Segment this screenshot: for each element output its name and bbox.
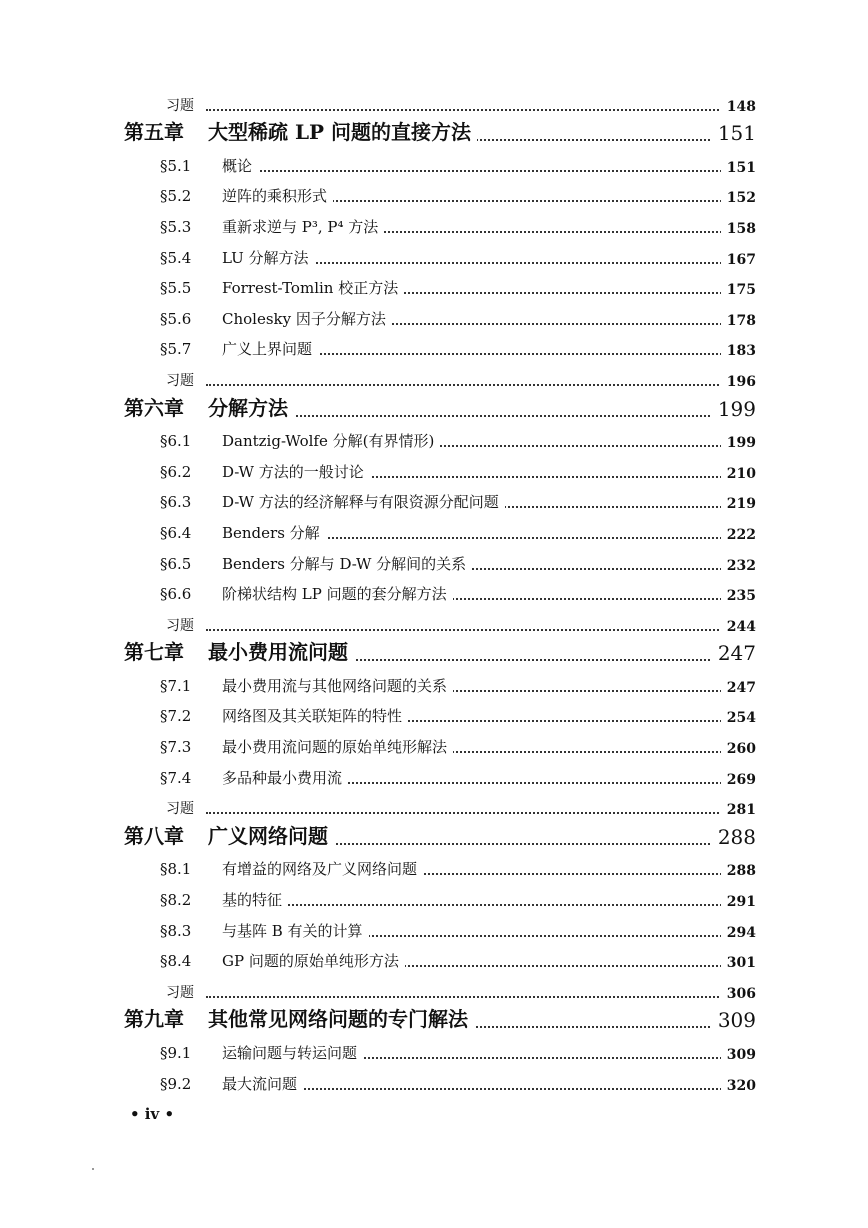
toc-section-row [0,304,868,335]
entry-title-text: 最小费用流问题的原始单纯形解法 [222,738,448,757]
toc-entry-title [160,950,405,971]
section-number: §6.2 [160,462,192,481]
toc-entry-title [160,767,348,788]
toc-page-number: 232 [721,558,756,574]
toc-page-number: 178 [721,313,756,329]
toc-section-row [0,488,868,519]
chapter-number: 第九章 [124,1007,184,1032]
entry-title-text: GP 问题的原始单纯形方法 [222,952,399,971]
toc-leader-dots [206,109,750,111]
toc-page-number: 152 [721,190,756,206]
toc-chapter-row [0,824,868,855]
toc-leader-dots [200,170,750,172]
entry-title-text: 习题 [166,97,194,114]
toc-leader-dots [206,384,750,386]
toc-section-row [0,763,868,794]
toc-entry-title [166,798,200,818]
toc-page-number: 288 [721,863,756,879]
section-number: §7.3 [160,738,192,757]
toc-section-row [0,1038,868,1069]
toc-entry-title [160,920,369,941]
toc-page-number: 175 [721,282,756,298]
toc-entry-title [160,705,408,726]
entry-title-text: 基的特征 [222,891,283,910]
toc-page-number: 320 [721,1078,756,1094]
toc-chapter-row [0,121,868,152]
entry-title-text: LU 分解方法 [222,248,309,267]
entry-title-text: Forrest-Tomlin 校正方法 [222,279,399,298]
toc-page-number: 148 [721,99,756,115]
toc-page-number: 301 [721,955,756,971]
toc-entry-title [160,461,370,482]
entry-title-text: Dantzig-Wolfe 分解(有界情形) [222,432,435,451]
entry-title-text: 广义上界问题 [222,340,313,359]
toc-page-number: 247 [721,680,756,696]
entry-title-text: 其他常见网络问题的专门解法 [208,1007,468,1032]
toc-entry-title [166,615,200,635]
entry-title-text: 广义网络问题 [208,823,328,848]
section-number: §6.1 [160,432,192,451]
toc-page-number: 158 [721,221,756,237]
entry-title-text: 运输问题与转运问题 [222,1044,358,1062]
toc-page-number: 247 [712,641,756,665]
chapter-number: 第八章 [124,823,184,848]
toc-entry-title [166,370,200,390]
toc-leader-dots [206,996,750,998]
toc-entry-title [160,308,392,329]
toc-entry-title [166,95,200,115]
entry-title-text: D-W 方法的经济解释与有限资源分配问题 [222,493,499,512]
toc-entry-title [166,982,200,1002]
entry-title-text: 与基阵 B 有关的计算 [222,921,363,940]
toc-page-number: 183 [721,343,756,359]
entry-title-text: 阶梯状结构 LP 问题的套分解方法 [222,585,447,604]
toc-section-row [0,580,868,611]
section-number: §5.2 [160,187,192,206]
section-number: §6.4 [160,523,192,542]
toc-section-row [0,732,868,763]
section-number: §5.4 [160,248,192,267]
toc-entry-title [160,553,472,574]
toc-section-row [0,885,868,916]
scan-speck [92,1168,94,1170]
toc-entry-title [124,820,334,849]
toc-entry-title [124,1003,474,1032]
toc-page-number: 210 [721,466,756,482]
entry-title-text: 多品种最小费用流 [222,768,343,787]
entry-title-text: 大型稀疏 LP 问题的直接方法 [208,120,472,145]
entry-title-text: 习题 [166,617,194,634]
section-number: §5.1 [160,156,192,175]
toc-section-row [0,243,868,274]
entry-title-text: 重新求逆与 P³, P⁴ 方法 [222,217,379,236]
toc-section-row [0,702,868,733]
toc-entry-title [160,889,288,910]
section-number: §8.4 [160,952,192,971]
toc-entry-title [160,216,384,237]
table-of-contents [0,90,868,1100]
section-number: §5.7 [160,340,192,359]
toc-page-number: 269 [721,772,756,788]
toc-page-number: 199 [721,435,756,451]
toc-section-row [0,457,868,488]
toc-page-number: 196 [721,374,756,390]
entry-title-text: D-W 方法的一般讨论 [222,462,364,481]
entry-title-text: 逆阵的乘积形式 [222,187,328,206]
toc-entry-title [124,116,477,145]
page-number-footer: • iv • [130,1105,175,1123]
toc-page-number: 151 [721,160,756,176]
entry-title-text: 最大流问题 [222,1074,298,1093]
toc-section-row [0,182,868,213]
entry-title-text: 网络图及其关联矩阵的特性 [222,707,403,726]
chapter-number: 第七章 [124,640,184,665]
entry-title-text: Cholesky 因子分解方法 [222,309,386,328]
section-number: §9.1 [160,1044,192,1062]
chapter-number: 第五章 [124,120,184,145]
toc-entry-title [160,155,258,176]
toc-entry-title [124,636,354,665]
section-number: §5.3 [160,217,192,236]
toc-entry-title [160,185,333,206]
toc-entry-title [160,430,440,451]
toc-section-row [0,274,868,305]
toc-page-number: 306 [721,986,756,1002]
entry-title-text: 最小费用流与其他网络问题的关系 [222,676,448,695]
section-number: §7.2 [160,707,192,726]
toc-entry-title [160,491,505,512]
toc-section-row [0,549,868,580]
section-number: §6.6 [160,585,192,604]
toc-page-number: 288 [712,825,756,849]
section-number: §9.2 [160,1074,192,1093]
toc-chapter-row [0,641,868,672]
toc-page-number: 260 [721,741,756,757]
toc-section-row [0,212,868,243]
toc-page-number: 199 [712,397,756,421]
section-number: §5.6 [160,309,192,328]
toc-section-row [0,151,868,182]
section-number: §5.5 [160,279,192,298]
toc-section-row [0,855,868,886]
toc-entry-title [160,675,453,696]
toc-page-number: 151 [712,121,756,145]
section-number: §6.3 [160,493,192,512]
toc-entry-title [160,338,318,359]
section-number: §8.1 [160,860,192,879]
entry-title-text: 习题 [166,984,194,1001]
toc-page-number: 235 [721,588,756,604]
toc-section-row [0,335,868,366]
entry-title-text: 习题 [166,372,194,389]
toc-entry-title [124,392,294,421]
toc-page-number: 254 [721,710,756,726]
toc-entry-title [160,736,453,757]
entry-title-text: 习题 [166,801,194,818]
toc-chapter-row [0,1008,868,1039]
toc-section-row [0,1069,868,1100]
toc-section-row [0,427,868,458]
toc-page-number: 222 [721,527,756,543]
toc-page-number: 219 [721,496,756,512]
entry-title-text: 最小费用流问题 [208,640,348,665]
entry-title-text: 分解方法 [208,395,288,420]
toc-section-row [0,671,868,702]
toc-page-number: 244 [721,619,756,635]
section-number: §7.1 [160,676,192,695]
toc-leader-dots [206,812,750,814]
toc-section-row [0,947,868,978]
chapter-number: 第六章 [124,395,184,420]
section-number: §7.4 [160,768,192,787]
toc-entry-title [160,1042,363,1063]
entry-title-text: Benders 分解与 D-W 分解间的关系 [222,554,467,573]
toc-page-number: 167 [721,252,756,268]
toc-entry-title [160,583,453,604]
toc-page-number: 294 [721,925,756,941]
toc-section-row [0,518,868,549]
toc-entry-title [160,522,326,543]
toc-entry-title [160,1073,303,1094]
toc-page-number: 281 [721,802,756,818]
entry-title-text: Benders 分解 [222,523,320,542]
toc-page-number: 309 [712,1008,756,1032]
section-number: §8.3 [160,921,192,940]
entry-title-text: 有增益的网络及广义网络问题 [222,860,418,879]
toc-entry-title [160,277,404,298]
entry-title-text: 概论 [222,156,253,175]
toc-leader-dots [206,629,750,631]
toc-page-number: 309 [721,1047,756,1063]
toc-page-number: 291 [721,894,756,910]
toc-chapter-row [0,396,868,427]
toc-entry-title [160,247,315,268]
toc-entry-title [160,858,423,879]
toc-section-row [0,916,868,947]
section-number: §8.2 [160,891,192,910]
section-number: §6.5 [160,554,192,573]
